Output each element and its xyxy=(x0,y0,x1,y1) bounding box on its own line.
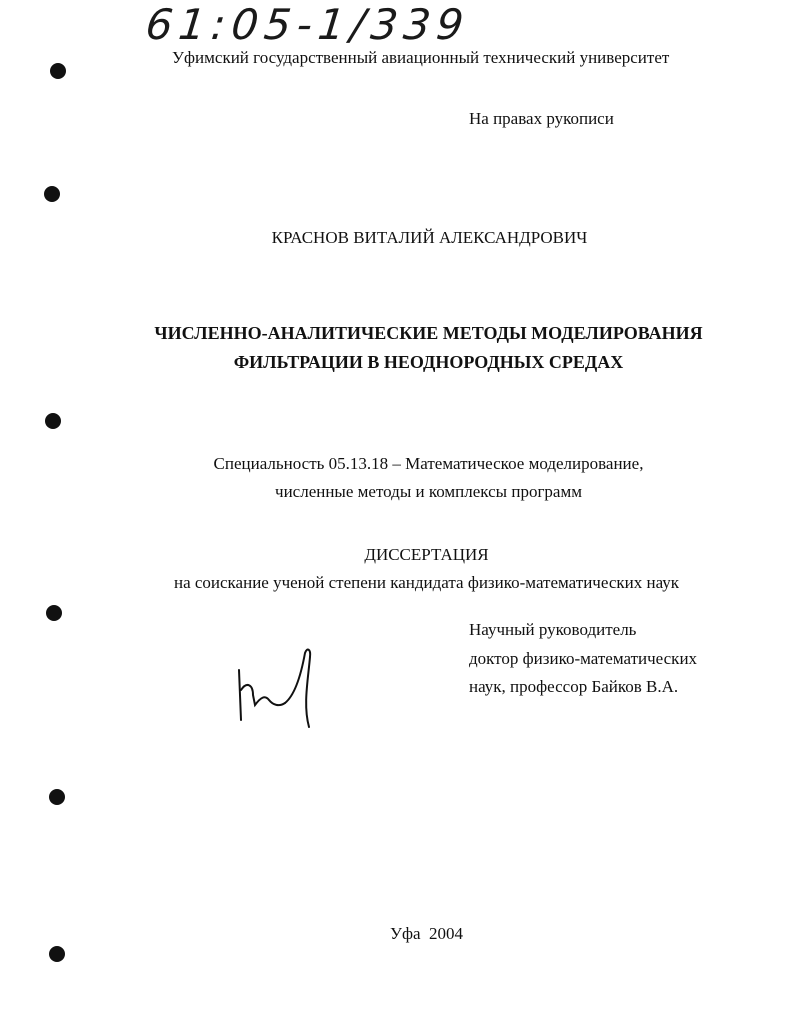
binding-hole-2 xyxy=(44,186,60,202)
document-type: ДИССЕРТАЦИЯ xyxy=(364,545,489,564)
city-year: Уфа 2004 xyxy=(389,924,464,943)
specialty-line-2: численные методы и комплексы программ xyxy=(275,482,582,501)
degree-purpose: на соискание ученой степени кандидата физико-математических наук xyxy=(173,573,680,592)
signature xyxy=(225,645,325,735)
binding-hole-1 xyxy=(50,63,66,79)
binding-hole-5 xyxy=(49,789,65,805)
university-name: Уфимский государственный авиационный технический университет xyxy=(172,48,670,67)
binding-hole-4 xyxy=(46,605,62,621)
binding-hole-3 xyxy=(45,413,61,429)
dissertation-title-line-1: ЧИСЛЕННО-АНАЛИТИЧЕСКИЕ МЕТОДЫ МОДЕЛИРОВАНИЯ xyxy=(154,323,703,343)
author-name: КРАСНОВ ВИТАЛИЙ АЛЕКСАНДРОВИЧ xyxy=(271,228,588,247)
supervisor-degree: доктор физико-математических xyxy=(469,649,698,668)
dissertation-title-line-2: ФИЛЬТРАЦИИ В НЕОДНОРОДНЫХ СРЕДАХ xyxy=(233,352,624,372)
supervisor-name: наук, профессор Байков В.А. xyxy=(469,677,679,696)
specialty-line-1: Специальность 05.13.18 – Математическое моделирование, xyxy=(213,454,644,473)
manuscript-rights-note: На правах рукописи xyxy=(469,109,614,128)
archive-number-handwritten: 61:05-1/339 xyxy=(143,0,472,49)
supervisor-label: Научный руководитель xyxy=(469,620,637,639)
binding-hole-6 xyxy=(49,946,65,962)
